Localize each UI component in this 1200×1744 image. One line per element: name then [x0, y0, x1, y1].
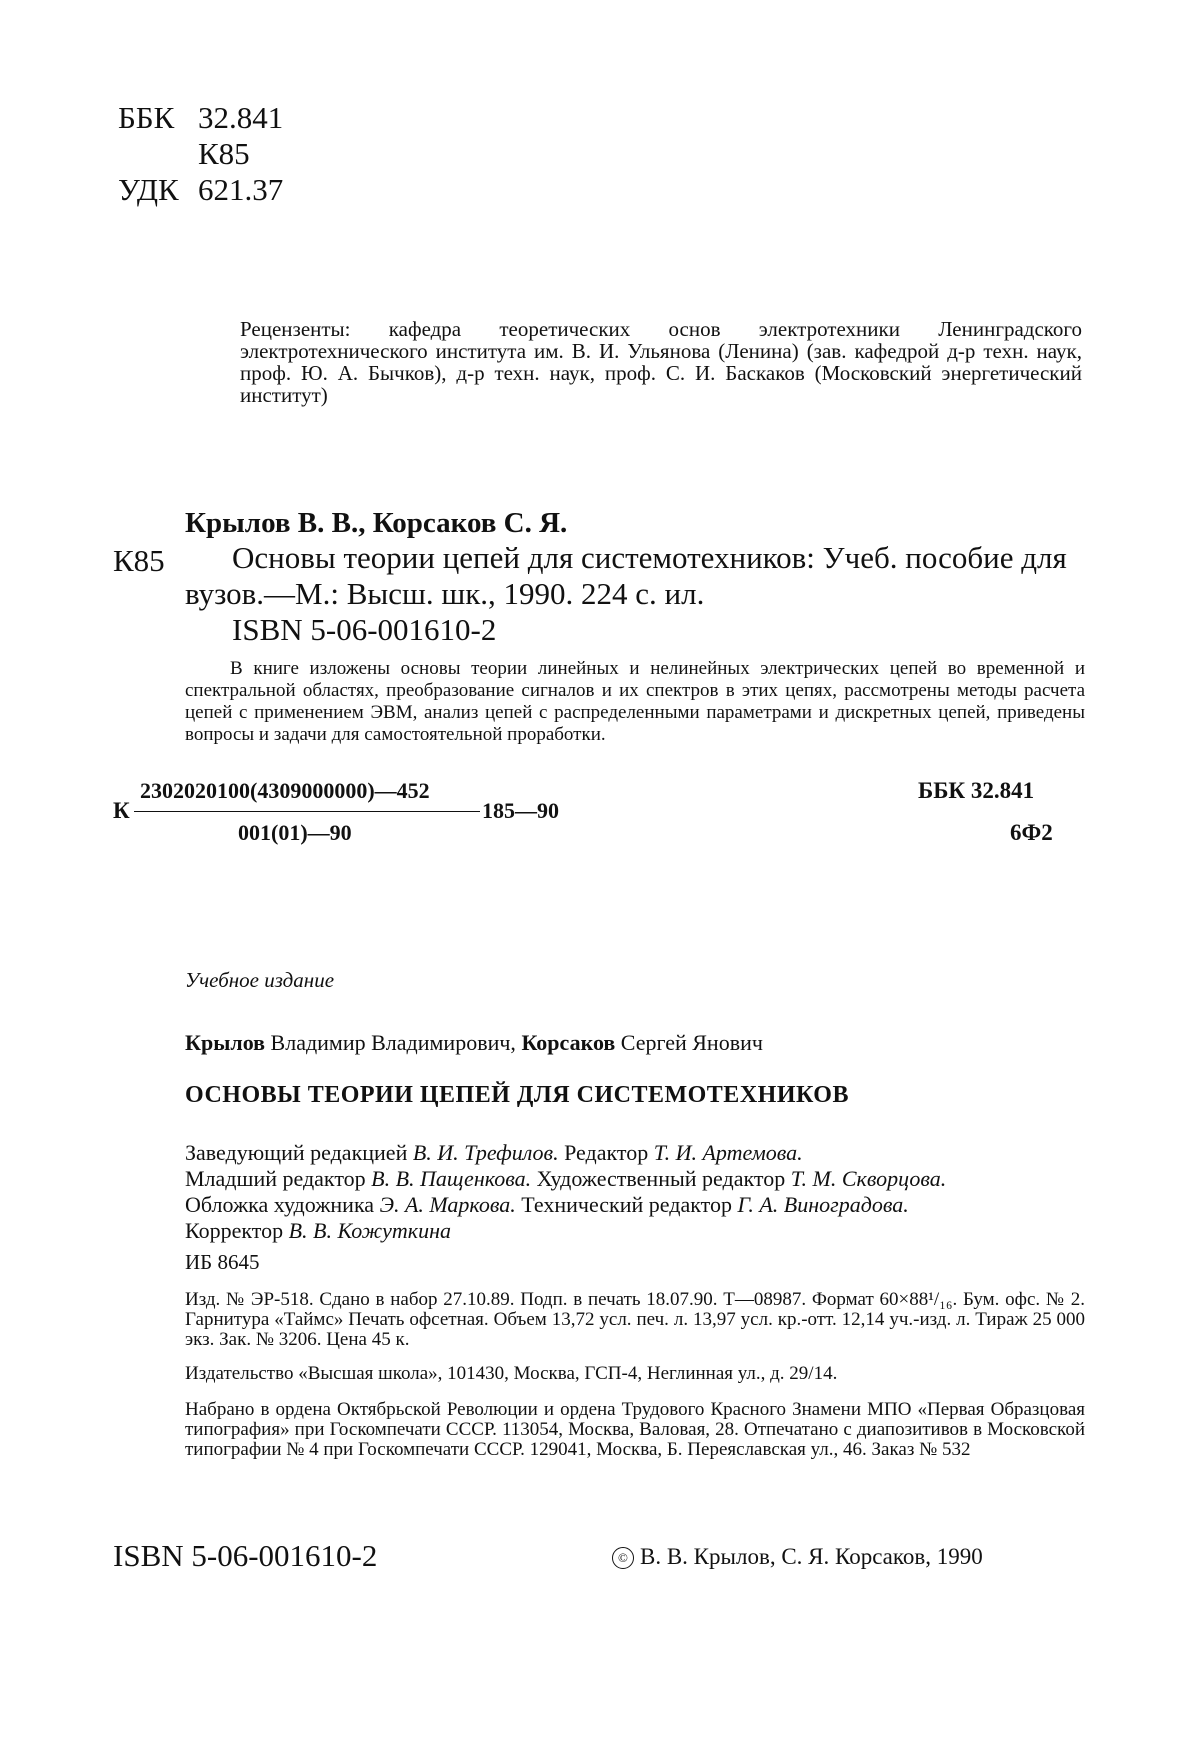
- udk-row: [118, 172, 283, 208]
- author-mark-row: [118, 136, 283, 172]
- catalog-description-block: [185, 540, 1085, 648]
- book-title: ОСНОВЫ ТЕОРИИ ЦЕПЕЙ ДЛЯ СИСТЕМОТЕХНИКОВ: [185, 1082, 849, 1108]
- catalog-class-right: 6Ф2: [1010, 820, 1053, 845]
- staff-person: В. И. Трефилов.: [412, 1140, 559, 1165]
- formula-letter: К: [113, 798, 130, 823]
- staff-line-4: [185, 1218, 1085, 1244]
- staff-block: [185, 1140, 1085, 1244]
- staff-person: В. В. Кожуткина: [288, 1218, 451, 1243]
- catalog-annotation: В книге изложены основы теории линейных и нелинейных электрических цепей во временной и спектральной областях, преобразование сигналов и их спектров в этих цепях, рассмотрены методы расчета цепей с применением ЭВМ, анализ цепей с распределенными параметрами и дискретных цепей, приведены вопросы и задачи для самостоятельной проработки.: [185, 658, 1085, 745]
- staff-role: Художественный редактор: [536, 1166, 786, 1191]
- staff-role: Технический редактор: [521, 1192, 732, 1217]
- formula-numerator: 2302020100(4309000000)—452: [140, 778, 430, 803]
- catalog-authors: Крылов В. В., Корсаков С. Я.: [185, 507, 568, 539]
- reviewers-text: Рецензенты: кафедра теоретических основ электротехники Ленинградского электротехнического института им. В. И. Ульянова (Ленина) (зав. кафедрой д-р техн. наук, проф. Ю. А. Бычков), д-р техн. наук, проф. С. И. Баскаков (Московский энергетический институт): [240, 317, 1082, 407]
- author2-given: Сергей Янович: [620, 1030, 763, 1055]
- staff-person: Г. А. Виноградова.: [737, 1192, 909, 1217]
- ib-number: ИБ 8645: [185, 1250, 260, 1274]
- udk-label: УДК: [118, 172, 179, 207]
- udk-value: 621.37: [198, 172, 284, 207]
- staff-line-2: [185, 1166, 1085, 1192]
- staff-role: Корректор: [185, 1218, 284, 1243]
- copyright-icon: ©: [612, 1547, 634, 1569]
- staff-line-3: [185, 1192, 1085, 1218]
- author1-given: Владимир Владимирович,: [270, 1030, 516, 1055]
- publication-data: Изд. № ЭР-518. Сдано в набор 27.10.89. Подп. в печать 18.07.90. Т—08987. Формат 60×88¹/₁₆. Бум. офс. № 2. Гарнитура «Таймс» Печать офсетная. Объем 13,72 усл. печ. л. 13,97 усл. кр.-отт. 12,14 уч.-изд. л. Тираж 25 000 экз. Зак. № 3206. Цена 45 к.: [185, 1289, 1085, 1350]
- catalog-description: Основы теории цепей для системотехников: Учеб. пособие для вузов.—М.: Высш. шк., 1990. 224 с. ил.: [185, 540, 1067, 611]
- catalog-code: К85: [113, 543, 165, 578]
- staff-line-1: [185, 1140, 1085, 1166]
- edition-type: Учебное издание: [185, 968, 335, 992]
- catalog-isbn: ISBN 5-06-001610-2: [232, 612, 497, 647]
- formula-denominator: 001(01)—90: [238, 820, 352, 845]
- staff-role: Заведующий редакцией: [185, 1140, 408, 1165]
- formula-right: 185—90: [482, 798, 559, 823]
- full-authors: [185, 1030, 763, 1056]
- author1-surname: Крылов: [185, 1030, 266, 1055]
- catalog-bbk-right: ББК 32.841: [918, 778, 1035, 803]
- formula-fraction-line: [134, 811, 480, 812]
- bbk-row: [118, 100, 283, 136]
- staff-person: В. В. Пащенкова.: [371, 1166, 532, 1191]
- staff-role: Обложка художника: [185, 1192, 375, 1217]
- bbk-label: ББК: [118, 100, 175, 135]
- staff-person: Т. И. Артемова.: [653, 1140, 803, 1165]
- copyright-line: [612, 1544, 983, 1570]
- staff-role: Младший редактор: [185, 1166, 366, 1191]
- printer-info: Набрано в ордена Октябрьской Революции и ордена Трудового Красного Знамени МПО «Первая Образцовая типография» при Госкомпечати СССР. 113054, Москва, Валовая, 28. Отпечатано с диапозитивов в Московской типографии № 4 при Госкомпечати СССР. 129041, Москва, Б. Переяславская ул., 46. Заказ № 532: [185, 1399, 1085, 1460]
- bbk-value: 32.841: [198, 100, 284, 135]
- copyright-text: В. В. Крылов, С. Я. Корсаков, 1990: [640, 1544, 983, 1569]
- author2-surname: Корсаков: [521, 1030, 616, 1055]
- bottom-isbn: ISBN 5-06-001610-2: [113, 1538, 378, 1573]
- author-mark: К85: [198, 136, 250, 171]
- staff-person: Э. А. Маркова.: [379, 1192, 516, 1217]
- staff-person: Т. М. Скворцова.: [790, 1166, 947, 1191]
- classification-block: [118, 100, 283, 208]
- publisher-address: Издательство «Высшая школа», 101430, Москва, ГСП-4, Неглинная ул., д. 29/14.: [185, 1363, 838, 1384]
- staff-role: Редактор: [564, 1140, 649, 1165]
